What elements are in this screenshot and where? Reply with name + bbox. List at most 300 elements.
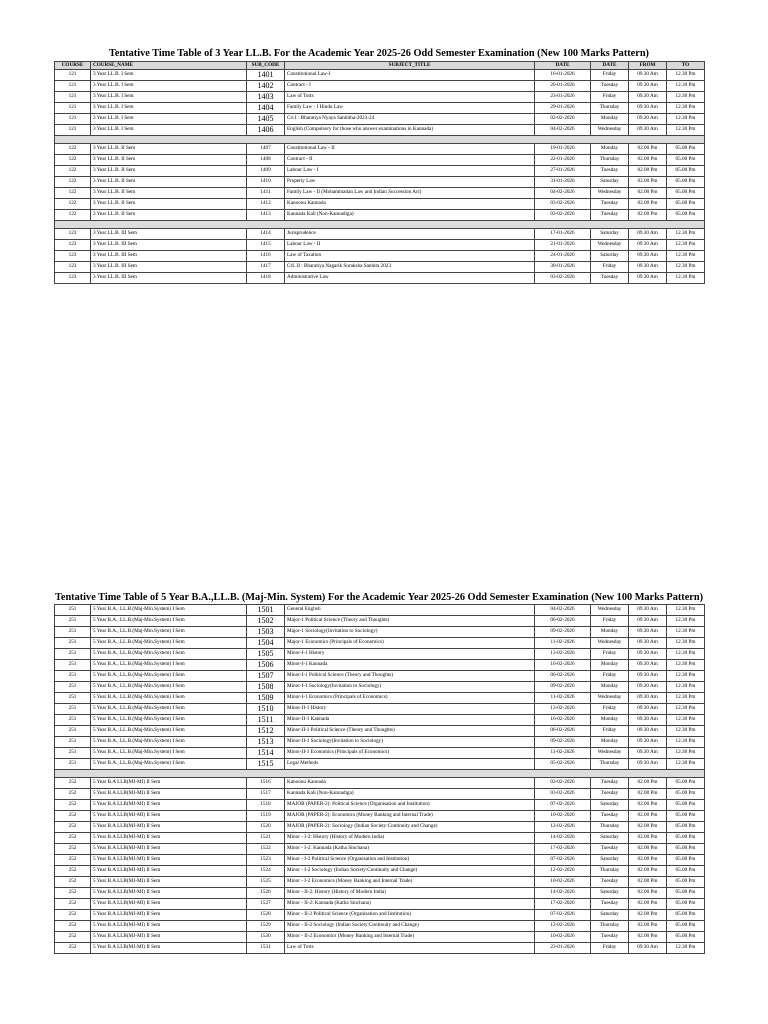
sub-code-cell: 1403 bbox=[247, 92, 285, 103]
date-cell: 03-02-2026 bbox=[535, 199, 591, 210]
date-cell: 10-02-2026 bbox=[535, 811, 591, 822]
subject-title-cell: Labour Law - II bbox=[285, 240, 535, 251]
day-cell: Tuesday bbox=[591, 166, 629, 177]
from-cell: 09.30 Am bbox=[629, 704, 667, 715]
table-row bbox=[55, 866, 705, 877]
to-cell: 05.00 Pm bbox=[667, 855, 705, 866]
table-row bbox=[55, 649, 705, 660]
from-cell: 09.30 Am bbox=[629, 693, 667, 704]
table-row bbox=[55, 822, 705, 833]
day-cell: Tuesday bbox=[591, 789, 629, 800]
subject-title-cell: Cri I : Bharatiya Nyaya Sanhitha-2023-24 bbox=[285, 114, 535, 125]
sub-code-cell: 1408 bbox=[247, 155, 285, 166]
sub-code-cell: 1417 bbox=[247, 262, 285, 273]
to-cell: 05.00 Pm bbox=[667, 155, 705, 166]
subject-title-cell: Major-1 Political Science (Theory and Thoughts) bbox=[285, 616, 535, 627]
subject-title-cell: MAJOR (PAPER-2): Political Science (Organisation and Institution) bbox=[285, 800, 535, 811]
course-name-cell: 3 Year LL.B. III Sem bbox=[91, 251, 247, 262]
date-cell: 06-02-2026 bbox=[535, 671, 591, 682]
table-row bbox=[55, 177, 705, 188]
to-cell: 12.30 Pm bbox=[667, 103, 705, 114]
course-cell: 252 bbox=[55, 932, 91, 943]
course-name-cell: 5 Year B.A LLB(MJ-MI) II Sem bbox=[91, 866, 247, 877]
to-cell: 12.30 Pm bbox=[667, 660, 705, 671]
date-cell: 12-02-2026 bbox=[535, 921, 591, 932]
course-name-cell: 3 Year LL.B. II Sem bbox=[91, 210, 247, 221]
day-cell: Friday bbox=[591, 616, 629, 627]
course-cell: 251 bbox=[55, 616, 91, 627]
date-cell: 11-02-2026 bbox=[535, 693, 591, 704]
table-header-row bbox=[55, 62, 705, 70]
subject-title-cell: Minor - II-2: History (History of Modern India) bbox=[285, 888, 535, 899]
to-cell: 12.30 Pm bbox=[667, 759, 705, 770]
day-cell: Saturday bbox=[591, 855, 629, 866]
sub-code-cell: 1413 bbox=[247, 210, 285, 221]
course-cell: 121 bbox=[55, 103, 91, 114]
day-cell: Saturday bbox=[591, 910, 629, 921]
table-row bbox=[55, 800, 705, 811]
day-cell: Friday bbox=[591, 649, 629, 660]
course-name-cell: 3 Year LL.B. I Sem bbox=[91, 81, 247, 92]
separator-cell bbox=[55, 221, 705, 229]
day-cell: Friday bbox=[591, 671, 629, 682]
date-cell: 03-02-2026 bbox=[535, 210, 591, 221]
table-row bbox=[55, 855, 705, 866]
course-name-cell: 5 Year B.A., LL.B.(Maj-Min.System) I Sem bbox=[91, 726, 247, 737]
table-row bbox=[55, 273, 705, 284]
sub-code-cell: 1508 bbox=[247, 682, 285, 693]
timetable-3yr-llb bbox=[54, 61, 705, 284]
course-cell: 252 bbox=[55, 833, 91, 844]
sub-code-cell: 1525 bbox=[247, 877, 285, 888]
to-cell: 05.00 Pm bbox=[667, 188, 705, 199]
date-cell: 04-02-2026 bbox=[535, 605, 591, 616]
day-cell: Tuesday bbox=[591, 899, 629, 910]
course-cell: 251 bbox=[55, 693, 91, 704]
table-row bbox=[55, 262, 705, 273]
course-cell: 122 bbox=[55, 166, 91, 177]
to-cell: 12.30 Pm bbox=[667, 682, 705, 693]
course-cell: 251 bbox=[55, 649, 91, 660]
table-row bbox=[55, 210, 705, 221]
date-cell: 21-01-2026 bbox=[535, 240, 591, 251]
course-cell: 123 bbox=[55, 229, 91, 240]
sub-code-cell: 1524 bbox=[247, 866, 285, 877]
course-name-cell: 3 Year LL.B. I Sem bbox=[91, 125, 247, 136]
day-cell: Tuesday bbox=[591, 811, 629, 822]
from-cell: 09.30 Am bbox=[629, 748, 667, 759]
from-cell: 02.00 Pm bbox=[629, 188, 667, 199]
sub-code-cell: 1531 bbox=[247, 943, 285, 954]
to-cell: 05.00 Pm bbox=[667, 910, 705, 921]
date-cell: 13-02-2026 bbox=[535, 649, 591, 660]
course-cell: 123 bbox=[55, 240, 91, 251]
day-cell: Tuesday bbox=[591, 81, 629, 92]
table-row bbox=[55, 899, 705, 910]
subject-title-cell: Minor-I-1 History bbox=[285, 649, 535, 660]
date-cell: 10-02-2026 bbox=[535, 932, 591, 943]
to-cell: 12.30 Pm bbox=[667, 616, 705, 627]
subject-title-cell: Minor - I-2 Economics (Money Banking and Internal Trade) bbox=[285, 877, 535, 888]
sub-code-cell: 1514 bbox=[247, 748, 285, 759]
subject-title-cell: Minor-I-1 Political Science (Theory and Thoughts) bbox=[285, 671, 535, 682]
day-cell: Wednesday bbox=[591, 693, 629, 704]
date-cell: 23-01-2026 bbox=[535, 92, 591, 103]
to-cell: 05.00 Pm bbox=[667, 199, 705, 210]
day-cell: Tuesday bbox=[591, 877, 629, 888]
subject-title-cell: Minor - II-2 Political Science (Organisation and Institution) bbox=[285, 910, 535, 921]
course-name-cell: 3 Year LL.B. III Sem bbox=[91, 229, 247, 240]
day-cell: Thursday bbox=[591, 921, 629, 932]
day-cell: Wednesday bbox=[591, 188, 629, 199]
date-cell: 09-02-2026 bbox=[535, 627, 591, 638]
subject-title-cell: Major-1 Sociology(Invitation to Sociology) bbox=[285, 627, 535, 638]
table-row bbox=[55, 251, 705, 262]
date-cell: 16-01-2026 bbox=[535, 70, 591, 81]
day-cell: Tuesday bbox=[591, 273, 629, 284]
to-cell: 12.30 Pm bbox=[667, 726, 705, 737]
header-sub-code: SUB_CODE bbox=[247, 62, 285, 70]
sub-code-cell: 1527 bbox=[247, 899, 285, 910]
from-cell: 02.00 Pm bbox=[629, 855, 667, 866]
course-name-cell: 5 Year B.A LLB(MJ-MI) II Sem bbox=[91, 943, 247, 954]
from-cell: 09.30 Am bbox=[629, 671, 667, 682]
table-row bbox=[55, 229, 705, 240]
subject-title-cell: Minor - I-2: Kannada (Katha Sinchana) bbox=[285, 844, 535, 855]
day-cell: Tuesday bbox=[591, 199, 629, 210]
course-cell: 123 bbox=[55, 251, 91, 262]
to-cell: 12.30 Pm bbox=[667, 251, 705, 262]
subject-title-cell: Kannada Kali (Non-Kannadiga) bbox=[285, 789, 535, 800]
to-cell: 12.30 Pm bbox=[667, 638, 705, 649]
course-cell: 252 bbox=[55, 910, 91, 921]
from-cell: 09.30 Am bbox=[629, 92, 667, 103]
to-cell: 12.30 Pm bbox=[667, 114, 705, 125]
date-cell: 31-01-2026 bbox=[535, 177, 591, 188]
sub-code-cell: 1517 bbox=[247, 789, 285, 800]
day-cell: Saturday bbox=[591, 177, 629, 188]
table-row bbox=[55, 844, 705, 855]
day-cell: Monday bbox=[591, 737, 629, 748]
sub-code-cell: 1418 bbox=[247, 273, 285, 284]
sub-code-cell: 1416 bbox=[247, 251, 285, 262]
to-cell: 05.00 Pm bbox=[667, 166, 705, 177]
from-cell: 02.00 Pm bbox=[629, 888, 667, 899]
course-name-cell: 3 Year LL.B. III Sem bbox=[91, 240, 247, 251]
table-row bbox=[55, 715, 705, 726]
course-cell: 251 bbox=[55, 605, 91, 616]
to-cell: 12.30 Pm bbox=[667, 943, 705, 954]
course-name-cell: 5 Year B.A., LL.B.(Maj-Min.System) I Sem bbox=[91, 660, 247, 671]
table-row bbox=[55, 166, 705, 177]
subject-title-cell: Constitutional Law - II bbox=[285, 144, 535, 155]
group-separator bbox=[55, 136, 705, 144]
subject-title-cell: Family Law - II (Mohammadan Law and Indian Succession Act) bbox=[285, 188, 535, 199]
to-cell: 05.00 Pm bbox=[667, 778, 705, 789]
to-cell: 12.30 Pm bbox=[667, 748, 705, 759]
date-cell: 24-01-2026 bbox=[535, 251, 591, 262]
date-cell: 16-02-2026 bbox=[535, 660, 591, 671]
course-cell: 252 bbox=[55, 855, 91, 866]
table-row bbox=[55, 877, 705, 888]
from-cell: 02.00 Pm bbox=[629, 844, 667, 855]
date-cell: 07-02-2026 bbox=[535, 800, 591, 811]
subject-title-cell: Minor - I-2 Sociology (Indian Society:Continuity and Change) bbox=[285, 866, 535, 877]
date-cell: 04-02-2026 bbox=[535, 188, 591, 199]
header-date: DATE bbox=[535, 62, 591, 70]
course-cell: 122 bbox=[55, 188, 91, 199]
from-cell: 02.00 Pm bbox=[629, 866, 667, 877]
sub-code-cell: 1507 bbox=[247, 671, 285, 682]
table-row bbox=[55, 188, 705, 199]
to-cell: 12.30 Pm bbox=[667, 704, 705, 715]
from-cell: 02.00 Pm bbox=[629, 800, 667, 811]
day-cell: Wednesday bbox=[591, 240, 629, 251]
from-cell: 09.30 Am bbox=[629, 616, 667, 627]
header-course: COURSE bbox=[55, 62, 91, 70]
from-cell: 09.30 Am bbox=[629, 262, 667, 273]
sub-code-cell: 1518 bbox=[247, 800, 285, 811]
course-name-cell: 5 Year B.A., LL.B.(Maj-Min.System) I Sem bbox=[91, 616, 247, 627]
subject-title-cell: Contract - I bbox=[285, 81, 535, 92]
date-cell: 10-02-2026 bbox=[535, 877, 591, 888]
subject-title-cell: Minor-II-1 Political Science (Theory and Thoughts) bbox=[285, 726, 535, 737]
to-cell: 12.30 Pm bbox=[667, 627, 705, 638]
day-cell: Tuesday bbox=[591, 844, 629, 855]
to-cell: 12.30 Pm bbox=[667, 693, 705, 704]
subject-title-cell: Kannada Kali (Non-Kannadiga) bbox=[285, 210, 535, 221]
course-cell: 122 bbox=[55, 199, 91, 210]
table-row bbox=[55, 693, 705, 704]
table-row bbox=[55, 671, 705, 682]
course-cell: 121 bbox=[55, 81, 91, 92]
course-cell: 121 bbox=[55, 92, 91, 103]
from-cell: 02.00 Pm bbox=[629, 910, 667, 921]
from-cell: 02.00 Pm bbox=[629, 811, 667, 822]
sub-code-cell: 1526 bbox=[247, 888, 285, 899]
sub-code-cell: 1504 bbox=[247, 638, 285, 649]
subject-title-cell: Family Law - I Hindu Law bbox=[285, 103, 535, 114]
to-cell: 12.30 Pm bbox=[667, 671, 705, 682]
course-name-cell: 5 Year B.A LLB(MJ-MI) II Sem bbox=[91, 844, 247, 855]
table-row bbox=[55, 81, 705, 92]
subject-title-cell: Minor-II-1 Sociology(Invitation to Sociology) bbox=[285, 737, 535, 748]
sub-code-cell: 1502 bbox=[247, 616, 285, 627]
course-name-cell: 5 Year B.A., LL.B.(Maj-Min.System) I Sem bbox=[91, 682, 247, 693]
date-cell: 11-02-2026 bbox=[535, 638, 591, 649]
course-cell: 121 bbox=[55, 70, 91, 81]
subject-title-cell: MAJOR (PAPER-2): Sociology (Indian Society:Continuity and Change) bbox=[285, 822, 535, 833]
from-cell: 02.00 Pm bbox=[629, 778, 667, 789]
course-name-cell: 3 Year LL.B. II Sem bbox=[91, 155, 247, 166]
subject-title-cell: Law of Taxation bbox=[285, 251, 535, 262]
table-row bbox=[55, 833, 705, 844]
table-row bbox=[55, 605, 705, 616]
day-cell: Monday bbox=[591, 144, 629, 155]
date-cell: 06-02-2026 bbox=[535, 616, 591, 627]
course-name-cell: 5 Year B.A., LL.B.(Maj-Min.System) I Sem bbox=[91, 748, 247, 759]
date-cell: 07-02-2026 bbox=[535, 855, 591, 866]
to-cell: 12.30 Pm bbox=[667, 605, 705, 616]
course-name-cell: 3 Year LL.B. III Sem bbox=[91, 262, 247, 273]
to-cell: 05.00 Pm bbox=[667, 811, 705, 822]
course-cell: 251 bbox=[55, 748, 91, 759]
sub-code-cell: 1402 bbox=[247, 81, 285, 92]
table-row bbox=[55, 811, 705, 822]
day-cell: Wednesday bbox=[591, 638, 629, 649]
subject-title-cell: General English bbox=[285, 605, 535, 616]
to-cell: 05.00 Pm bbox=[667, 844, 705, 855]
subject-title-cell: CrL II : Bharatiya Nagarik Suraksha Sanhita 2023 bbox=[285, 262, 535, 273]
day-cell: Wednesday bbox=[591, 125, 629, 136]
to-cell: 05.00 Pm bbox=[667, 921, 705, 932]
separator-cell bbox=[55, 136, 705, 144]
table-row bbox=[55, 199, 705, 210]
sub-code-cell: 1401 bbox=[247, 70, 285, 81]
from-cell: 09.30 Am bbox=[629, 660, 667, 671]
sub-code-cell: 1516 bbox=[247, 778, 285, 789]
to-cell: 12.30 Pm bbox=[667, 240, 705, 251]
course-cell: 252 bbox=[55, 877, 91, 888]
subject-title-cell: Legal Methods bbox=[285, 759, 535, 770]
table-row bbox=[55, 660, 705, 671]
course-name-cell: 3 Year LL.B. II Sem bbox=[91, 166, 247, 177]
from-cell: 09.30 Am bbox=[629, 627, 667, 638]
from-cell: 02.00 Pm bbox=[629, 177, 667, 188]
table-row bbox=[55, 737, 705, 748]
sub-code-cell: 1505 bbox=[247, 649, 285, 660]
to-cell: 12.30 Pm bbox=[667, 81, 705, 92]
subject-title-cell: Constitutional Law-I bbox=[285, 70, 535, 81]
day-cell: Monday bbox=[591, 660, 629, 671]
course-cell: 252 bbox=[55, 844, 91, 855]
course-name-cell: 3 Year LL.B. II Sem bbox=[91, 177, 247, 188]
day-cell: Monday bbox=[591, 715, 629, 726]
course-cell: 252 bbox=[55, 800, 91, 811]
from-cell: 09.30 Am bbox=[629, 229, 667, 240]
course-name-cell: 5 Year B.A LLB(MJ-MI) II Sem bbox=[91, 811, 247, 822]
course-cell: 251 bbox=[55, 682, 91, 693]
course-name-cell: 5 Year B.A., LL.B.(Maj-Min.System) I Sem bbox=[91, 638, 247, 649]
date-cell: 22-01-2026 bbox=[535, 155, 591, 166]
sub-code-cell: 1512 bbox=[247, 726, 285, 737]
header-course-name: COURSE_NAME bbox=[91, 62, 247, 70]
sub-code-cell: 1414 bbox=[247, 229, 285, 240]
to-cell: 05.00 Pm bbox=[667, 833, 705, 844]
subject-title-cell: Jurisprudence bbox=[285, 229, 535, 240]
course-name-cell: 5 Year B.A LLB(MJ-MI) II Sem bbox=[91, 921, 247, 932]
sub-code-cell: 1528 bbox=[247, 910, 285, 921]
from-cell: 02.00 Pm bbox=[629, 921, 667, 932]
course-cell: 252 bbox=[55, 899, 91, 910]
day-cell: Friday bbox=[591, 70, 629, 81]
table-row bbox=[55, 921, 705, 932]
subject-title-cell: MAJOR (PAPER-2): Economics (Money Banking and Internal Trade) bbox=[285, 811, 535, 822]
to-cell: 05.00 Pm bbox=[667, 210, 705, 221]
course-cell: 251 bbox=[55, 660, 91, 671]
date-cell: 04-02-2026 bbox=[535, 125, 591, 136]
day-cell: Thursday bbox=[591, 759, 629, 770]
table-row bbox=[55, 748, 705, 759]
course-name-cell: 5 Year B.A., LL.B.(Maj-Min.System) I Sem bbox=[91, 715, 247, 726]
course-name-cell: 3 Year LL.B. I Sem bbox=[91, 114, 247, 125]
day-cell: Tuesday bbox=[591, 778, 629, 789]
from-cell: 09.30 Am bbox=[629, 273, 667, 284]
day-cell: Monday bbox=[591, 114, 629, 125]
course-cell: 251 bbox=[55, 759, 91, 770]
table-row bbox=[55, 92, 705, 103]
course-name-cell: 5 Year B.A., LL.B.(Maj-Min.System) I Sem bbox=[91, 693, 247, 704]
course-cell: 251 bbox=[55, 715, 91, 726]
from-cell: 09.30 Am bbox=[629, 114, 667, 125]
course-name-cell: 5 Year B.A., LL.B.(Maj-Min.System) I Sem bbox=[91, 605, 247, 616]
date-cell: 19-01-2026 bbox=[535, 144, 591, 155]
from-cell: 09.30 Am bbox=[629, 649, 667, 660]
from-cell: 09.30 Am bbox=[629, 251, 667, 262]
table-row bbox=[55, 638, 705, 649]
sub-code-cell: 1411 bbox=[247, 188, 285, 199]
course-name-cell: 5 Year B.A., LL.B.(Maj-Min.System) I Sem bbox=[91, 704, 247, 715]
date-cell: 09-02-2026 bbox=[535, 682, 591, 693]
course-cell: 252 bbox=[55, 789, 91, 800]
to-cell: 05.00 Pm bbox=[667, 877, 705, 888]
course-name-cell: 3 Year LL.B. III Sem bbox=[91, 273, 247, 284]
subject-title-cell: Contract - II bbox=[285, 155, 535, 166]
to-cell: 12.30 Pm bbox=[667, 125, 705, 136]
sub-code-cell: 1406 bbox=[247, 125, 285, 136]
subject-title-cell: Minor-II-1 Economics (Principals of Economics) bbox=[285, 748, 535, 759]
sub-code-cell: 1506 bbox=[247, 660, 285, 671]
day-cell: Friday bbox=[591, 726, 629, 737]
sub-code-cell: 1522 bbox=[247, 844, 285, 855]
date-cell: 17-02-2026 bbox=[535, 844, 591, 855]
header-day: DATE bbox=[591, 62, 629, 70]
day-cell: Friday bbox=[591, 943, 629, 954]
sub-code-cell: 1513 bbox=[247, 737, 285, 748]
course-cell: 252 bbox=[55, 866, 91, 877]
course-name-cell: 5 Year B.A LLB(MJ-MI) II Sem bbox=[91, 778, 247, 789]
from-cell: 02.00 Pm bbox=[629, 199, 667, 210]
course-cell: 251 bbox=[55, 671, 91, 682]
table-row bbox=[55, 778, 705, 789]
timetable-5yr-ballb bbox=[54, 604, 705, 954]
date-cell: 16-02-2026 bbox=[535, 715, 591, 726]
subject-title-cell: Minor-II-1 History bbox=[285, 704, 535, 715]
sub-code-cell: 1519 bbox=[247, 811, 285, 822]
subject-title-cell: Minor-I-1 Sociology(Invitation to Sociology) bbox=[285, 682, 535, 693]
course-cell: 122 bbox=[55, 155, 91, 166]
sub-code-cell: 1410 bbox=[247, 177, 285, 188]
from-cell: 09.30 Am bbox=[629, 726, 667, 737]
course-cell: 252 bbox=[55, 811, 91, 822]
course-name-cell: 3 Year LL.B. II Sem bbox=[91, 188, 247, 199]
sub-code-cell: 1503 bbox=[247, 627, 285, 638]
from-cell: 09.30 Am bbox=[629, 943, 667, 954]
date-cell: 17-01-2026 bbox=[535, 229, 591, 240]
sub-code-cell: 1515 bbox=[247, 759, 285, 770]
date-cell: 05-02-2026 bbox=[535, 759, 591, 770]
day-cell: Wednesday bbox=[591, 605, 629, 616]
date-cell: 02-02-2026 bbox=[535, 114, 591, 125]
date-cell: 27-01-2026 bbox=[535, 166, 591, 177]
to-cell: 12.30 Pm bbox=[667, 262, 705, 273]
course-cell: 121 bbox=[55, 114, 91, 125]
course-cell: 252 bbox=[55, 778, 91, 789]
course-name-cell: 5 Year B.A LLB(MJ-MI) II Sem bbox=[91, 855, 247, 866]
day-cell: Saturday bbox=[591, 229, 629, 240]
from-cell: 09.30 Am bbox=[629, 240, 667, 251]
sub-code-cell: 1509 bbox=[247, 693, 285, 704]
